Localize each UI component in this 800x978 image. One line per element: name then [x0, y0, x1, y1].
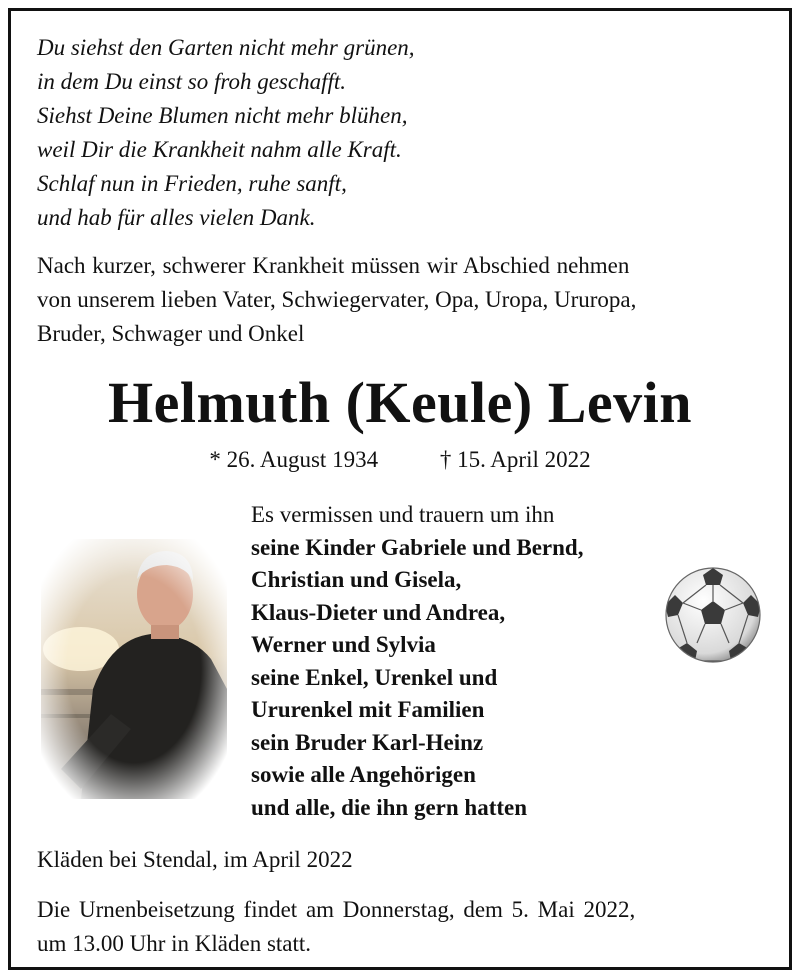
life-dates [11, 445, 789, 475]
mourner-line: Christian und Gisela, [251, 567, 462, 592]
mourner-line: seine Enkel, Urenkel und [251, 664, 498, 690]
poem-line: Du siehst den Garten nicht mehr grünen, [37, 35, 415, 60]
death-date: † 15. April 2022 [439, 447, 591, 472]
place-date: Kläden bei Stendal, im April 2022 [37, 847, 353, 872]
soccer-ball-icon [663, 565, 763, 665]
mourners-lead: Es vermissen und trauern um ihn [251, 502, 555, 527]
poem-line: Siehst Deine Blumen nicht mehr blühen, [37, 103, 408, 128]
funeral-notice [37, 893, 767, 961]
mourner-line: Werner und Sylvia [251, 632, 436, 657]
mourners-list [251, 499, 583, 824]
intro-line: Nach kurzer, schwerer Krankheit müssen wir Abschied nehmen [37, 253, 630, 278]
mourner-line: Klaus-Dieter und Andrea, [251, 599, 506, 625]
poem-line: und hab für alles vielen Dank. [37, 205, 316, 230]
funeral-line: um 13.00 Uhr in Kläden statt. [37, 931, 312, 956]
mourner-line: seine Kinder Gabriele und Bernd, [251, 534, 584, 560]
intro-line: Bruder, Schwager und Onkel [37, 321, 305, 346]
poem-line: Schlaf nun in Frieden, ruhe sanft, [37, 171, 347, 196]
poem-line: in dem Du einst so froh geschafft. [37, 69, 346, 94]
intro-text [37, 249, 767, 351]
intro-line: von unserem lieben Vater, Schwiegervater, Opa, Uropa, Ururopa, [37, 287, 637, 312]
obituary-frame [8, 8, 792, 970]
mourner-line: Ururenkel mit Familien [251, 697, 485, 722]
mourner-line: und alle, die ihn gern hatten [251, 794, 528, 820]
mourner-line: sein Bruder Karl-Heinz [251, 729, 484, 755]
poem-line: weil Dir die Krankheit nahm alle Kraft. [37, 137, 402, 162]
portrait-photo [41, 539, 227, 799]
mourner-line: sowie alle Angehörigen [251, 762, 476, 787]
birth-date: * 26. August 1934 [209, 447, 379, 472]
portrait-image [41, 539, 227, 799]
funeral-line: Die Urnenbeisetzung findet am Donnerstag, dem 5. Mai 2022, [37, 897, 636, 922]
poem [37, 31, 415, 235]
deceased-name: Helmuth (Keule) Levin [107, 370, 692, 435]
